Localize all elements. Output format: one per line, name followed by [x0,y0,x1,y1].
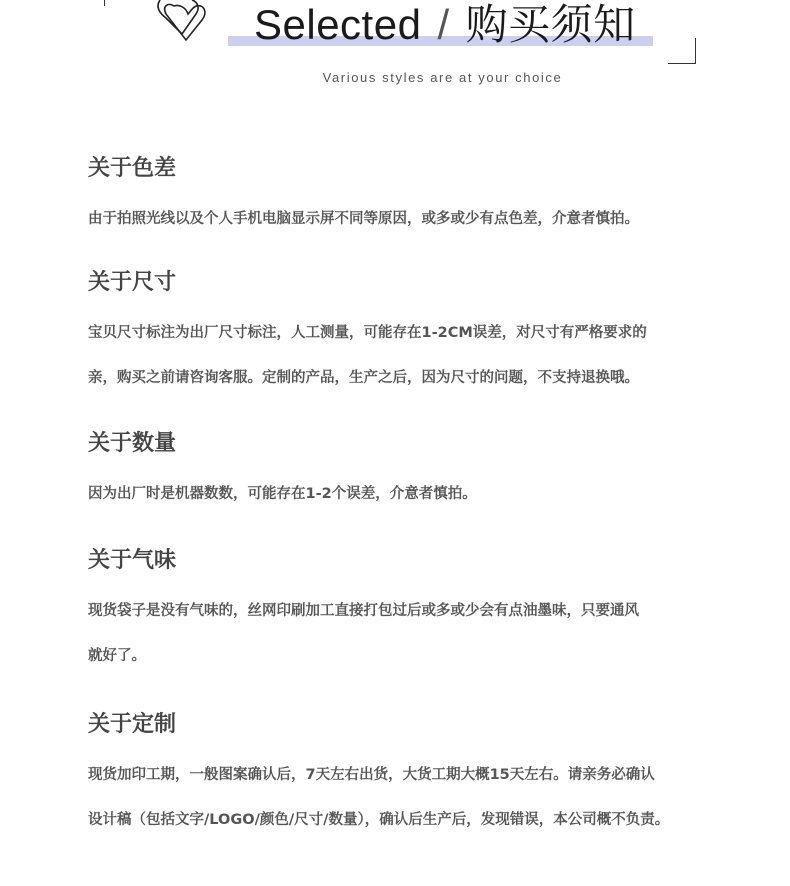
section-odor [88,546,748,667]
section-heading: 关于数量 [88,431,177,456]
hearts-icon [152,0,210,44]
section-color-difference [88,154,748,230]
page-subtitle: Various styles are at your choice [322,70,563,85]
corner-tick-decoration [104,0,105,6]
section-text-line: 由于拍照光线以及个人手机电脑显示屏不同等原因，或多或少有点色差，介意者慎拍。 [88,211,639,227]
section-heading: 关于定制 [88,712,177,737]
section-text-line: 因为出厂时是机器数数，可能存在1-2个误差，介意者慎拍。 [88,486,477,502]
section-heading: 关于色差 [88,156,177,181]
section-heading: 关于尺寸 [88,270,177,295]
section-text-line: 现货袋子是没有气味的，丝网印刷加工直接打包过后或多或少会有点油墨味，只要通风 [88,603,639,619]
section-text-line: 设计稿（包括文字/LOGO/颜色/尺寸/数量），确认后生产后，发现错误，本公司概不负责。 [88,812,670,828]
section-text-line: 现货加印工期，一般图案确认后，7天左右出货，大货工期大概15天左右。请亲务必确认 [88,767,655,783]
section-text-line: 亲，购买之前请咨询客服。定制的产品，生产之后，因为尺寸的问题，不支持退换哦。 [88,370,639,386]
title-english: Selected [254,1,422,48]
section-text-line: 就好了。 [88,648,146,664]
page-title [254,0,636,50]
section-heading: 关于气味 [88,548,177,573]
title-chinese: 购买须知 [465,1,636,48]
corner-bracket-decoration [668,38,696,64]
section-size [88,268,748,389]
section-quantity [88,429,748,505]
section-text-line: 宝贝尺寸标注为出厂尺寸标注，人工测量，可能存在1-2CM误差，对尺寸有严格要求的 [88,325,647,341]
section-customization [88,710,748,831]
header [0,0,790,110]
title-separator: / [437,1,450,48]
